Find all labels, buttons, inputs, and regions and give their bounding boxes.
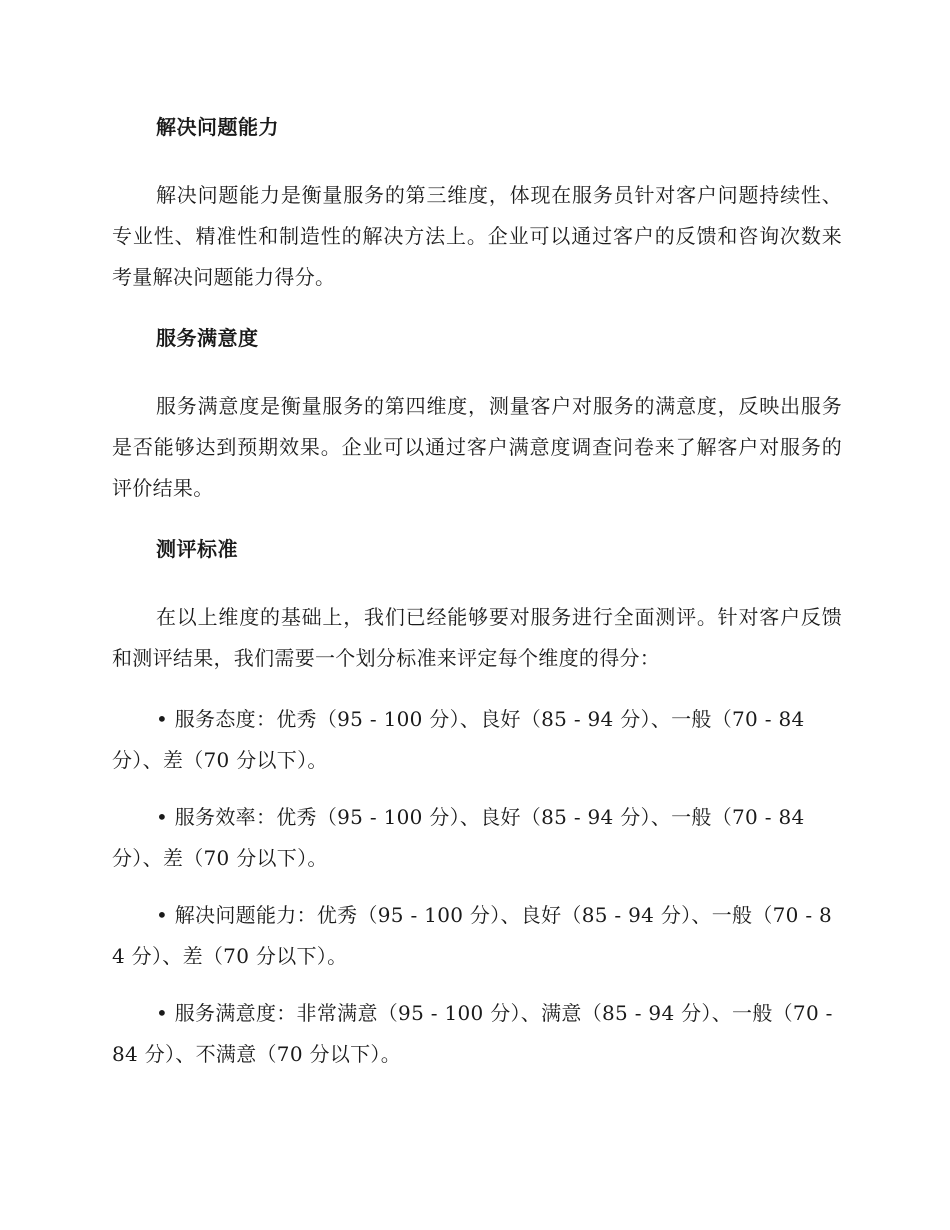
section-heading-satisfaction: 服务满意度 [156,326,259,350]
section-heading-problem-solving: 解决问题能力 [156,115,279,139]
criteria-item-satisfaction: • 服务满意度：非常满意（95 - 100 分）、满意（85 - 94 分）、一般（70 - 84 分）、不满意（70 分以下）。 [112,1001,833,1066]
document-content [112,107,842,1091]
section-heading-evaluation-standard: 测评标准 [156,537,238,561]
criteria-item-problem-solving: • 解决问题能力：优秀（95 - 100 分）、良好（85 - 94 分）、一般（70 - 84 分）、差（70 分以下）。 [112,903,833,968]
criteria-item-service-efficiency: • 服务效率：优秀（95 - 100 分）、良好（85 - 94 分）、一般（70 - 84 分）、差（70 分以下）。 [112,805,805,870]
section-body-evaluation-standard: 在以上维度的基础上，我们已经能够要对服务进行全面测评。针对客户反馈和测评结果，我们需要一个划分标准来评定每个维度的得分： [112,605,842,670]
section-body-satisfaction: 服务满意度是衡量服务的第四维度，测量客户对服务的满意度，反映出服务是否能够达到预期效果。企业可以通过客户满意度调查问卷来了解客户对服务的评价结果。 [112,394,842,500]
section-body-problem-solving: 解决问题能力是衡量服务的第三维度，体现在服务员针对客户问题持续性、专业性、精准性和制造性的解决方法上。企业可以通过客户的反馈和咨询次数来考量解决问题能力得分。 [112,183,842,289]
criteria-item-service-attitude: • 服务态度：优秀（95 - 100 分）、良好（85 - 94 分）、一般（70 - 84 分）、差（70 分以下）。 [112,707,805,772]
